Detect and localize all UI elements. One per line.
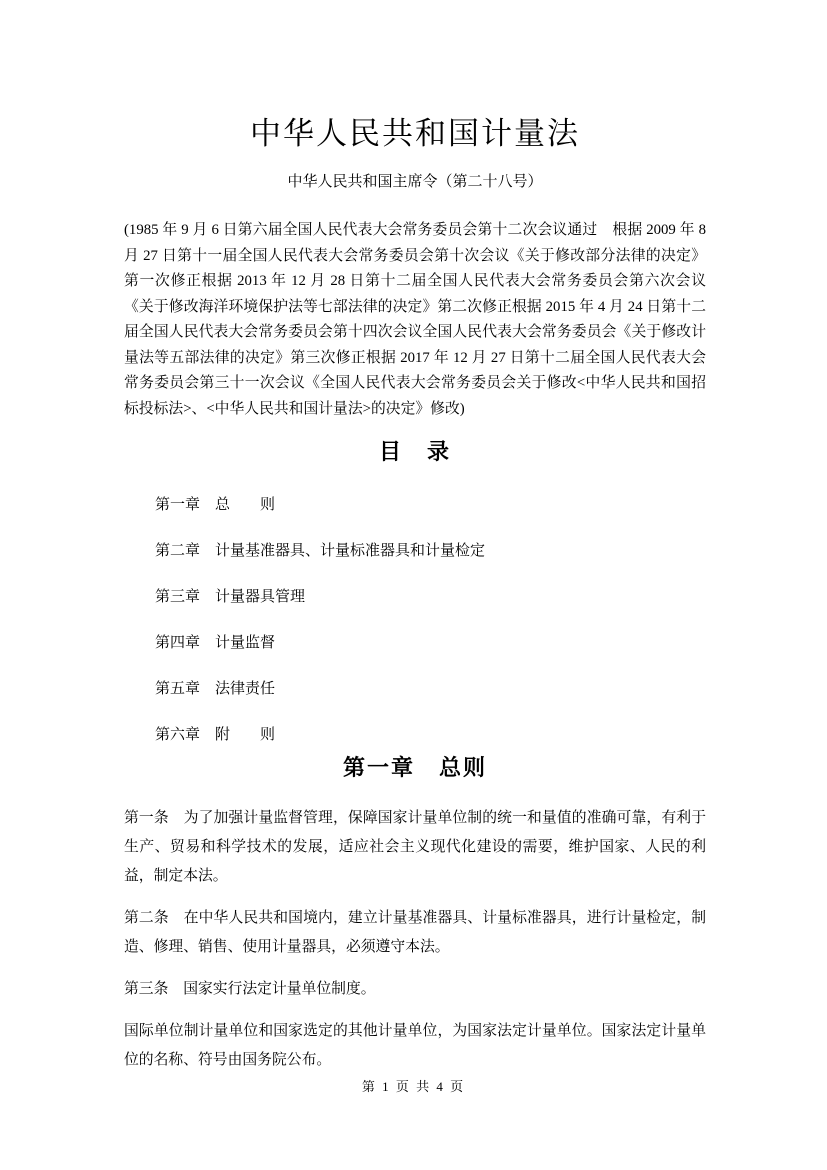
toc-item-chapter4: 第四章 计量监督 xyxy=(155,635,276,651)
article-2-paragraph: 第二条 在中华人民共和国境内，建立计量基准器具、计量标准器具，进行计量检定，制造、修理、销售、使用计量器具，必须遵守本法。 xyxy=(124,910,706,955)
toc-item-chapter1: 第一章 总 则 xyxy=(155,497,276,513)
presidential-decree-subtitle: 中华人民共和国主席令（第二十八号） xyxy=(287,174,543,190)
revision-history-preamble: (1985 年 9 月 6 日第六届全国人民代表大会常务委员会第十二次会议通过 根据 2009 年 8 月 27 日第十一届全国人民代表大会常务委员会第十次会议《关于修改部分法律的决定》第一次修正根据 2013 年 12 月 28 日第十二届全国人民代表大会常务委员会第六次会议《关于修改海洋环境保护法等七部法律的决定》第二次修正根据 2015 年 4 月 24 日第十二届全国人民代表大会常务委员会第十四次会议全国人民代表大会常务委员会《关于修改计量法等五部法律的决定》第三次修正根据 2017 年 12 月 27 日第十二届全国人民代表大会常务委员会第三十一次会议《全国人民代表大会常务委员会关于修改<中华人民共和国招标投标法>、<中华人民共和国计量法>的决定》修改) xyxy=(124,222,706,417)
toc-item-chapter5: 第五章 法律责任 xyxy=(155,681,276,697)
chapter1-heading: 第一章 总则 xyxy=(342,755,487,780)
chapter1-body xyxy=(124,804,706,1075)
toc-heading: 目 录 xyxy=(378,439,451,464)
document-title: 中华人民共和国计量法 xyxy=(250,116,580,151)
document-content xyxy=(124,110,706,1075)
page-number-footer: 第 1 页 共 4 页 xyxy=(361,1079,466,1094)
toc-item-chapter3: 第三章 计量器具管理 xyxy=(155,589,306,605)
toc-item-chapter6: 第六章 附 则 xyxy=(155,727,276,743)
table-of-contents xyxy=(124,491,706,750)
article-3-continuation-paragraph: 国际单位制计量单位和国家选定的其他计量单位，为国家法定计量单位。国家法定计量单位的名称、符号由国务院公布。 xyxy=(124,1023,706,1068)
article-3-paragraph: 第三条 国家实行法定计量单位制度。 xyxy=(124,981,376,997)
article-1-paragraph: 第一条 为了加强计量监督管理，保障国家计量单位制的统一和量值的准确可靠，有利于生产、贸易和科学技术的发展，适应社会主义现代化建设的需要，维护国家、人民的利益，制定本法。 xyxy=(124,810,706,884)
toc-item-chapter2: 第二章 计量基准器具、计量标准器具和计量检定 xyxy=(155,543,486,559)
